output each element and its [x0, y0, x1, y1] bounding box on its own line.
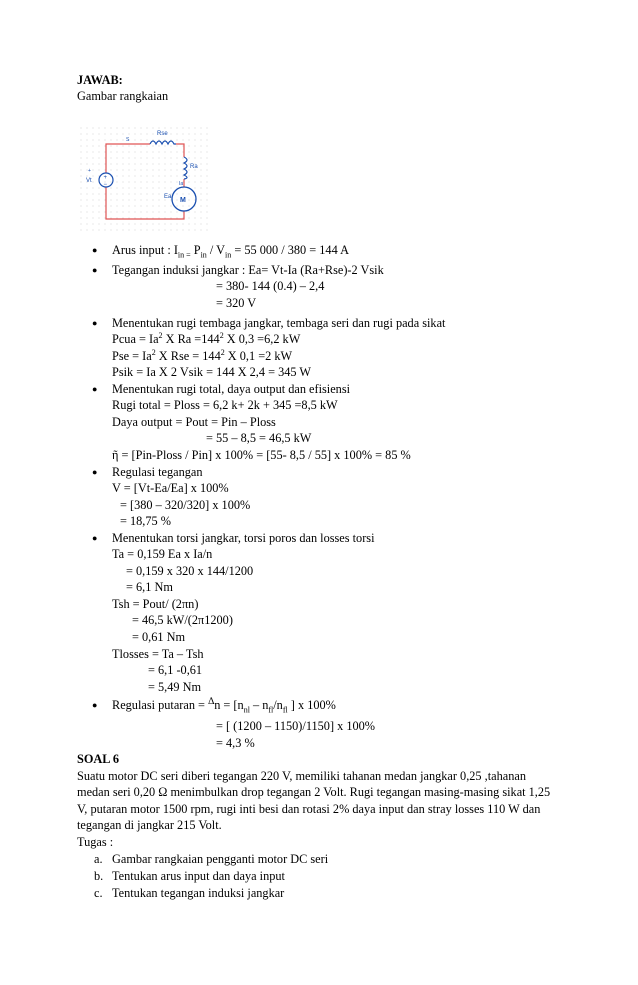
equation-line: = 4,3 % [216, 736, 255, 750]
equation-line: = 380- 144 (0.4) – 2,4 [216, 279, 325, 293]
problem-text: medan seri 0,20 Ω menimbulkan drop tegangan 2 Volt. Rugi tegangan masing-masing sikat 1,25 [77, 785, 551, 799]
equation-line: ῆ = [Pin-Ploss / Pin] x 100% = [55- 8,5 / 55] x 100% = 85 % [112, 448, 411, 462]
text: X Ra =144 [162, 332, 220, 346]
arus-input-line [112, 243, 349, 260]
equation-line: Tlosses = Ta – Tsh [112, 647, 204, 661]
bullet-icon: ● [92, 318, 98, 328]
equation-line: = 6,1 -0,61 [148, 663, 203, 677]
regulasi-putaran-line [112, 695, 336, 715]
equation-line: = 46,5 kW/(2π1200) [132, 613, 233, 627]
rugi-tembaga-heading: Menentukan rugi tembaga jangkar, tembaga seri dan rugi pada sikat [112, 316, 446, 330]
text: X Rse = 144 [155, 349, 221, 363]
tugas-label: Tugas : [77, 835, 114, 849]
text: Pse = Ia [112, 349, 152, 363]
equation-line: Daya output = Pout = Pin – Ploss [112, 415, 276, 429]
source-polarity-plus: + [88, 168, 91, 174]
equation-line [112, 349, 292, 363]
equation-line: = 0,159 x 320 x 144/1200 [126, 564, 254, 578]
problem-text: tegangan di jangkar 215 Volt. [77, 818, 222, 832]
tegangan-induksi-line: Tegangan induksi jangkar : Ea= Vt-Ia (Ra+Rse)-2 Vsik [112, 263, 384, 277]
task-marker: b. [94, 869, 104, 883]
bullet-icon: ● [92, 384, 98, 394]
text: ] x 100% [287, 698, 336, 712]
text: X 0,3 =6,2 kW [223, 332, 301, 346]
text: = 55 000 / 380 = 144 A [231, 243, 349, 257]
equation-line: = 6,1 Nm [126, 580, 173, 594]
subscript: in [200, 250, 207, 260]
source-minus-sign: − [103, 182, 108, 188]
soal-heading: SOAL 6 [77, 752, 120, 766]
text: – n [249, 698, 269, 712]
text: / V [206, 243, 226, 257]
delta-symbol: ∆ [208, 695, 215, 707]
task-item: Gambar rangkaian pengganti motor DC seri [112, 852, 329, 866]
problem-text: Suatu motor DC seri diberi tegangan 220 V, memiliki tahanan medan jangkar 0,25 ,tahanan [77, 769, 526, 783]
equation-line: = 0,61 Nm [132, 630, 186, 644]
equation-line: = 5,49 Nm [148, 680, 202, 694]
circuit-caption: Gambar rangkaian [77, 89, 169, 103]
ra-label: Ra [190, 164, 198, 170]
task-item: Tentukan tegangan induksi jangkar [112, 886, 285, 900]
task-marker: c. [94, 886, 103, 900]
superscript: 2 [219, 330, 224, 340]
text: Pcua = Ia [112, 332, 159, 346]
rugi-total-heading: Menentukan rugi total, daya output dan efisiensi [112, 382, 351, 396]
equation-line: Tsh = Pout/ (2πn) [112, 597, 199, 611]
torsi-heading: Menentukan torsi jangkar, torsi poros dan losses torsi [112, 531, 375, 545]
bullet-icon: ● [92, 467, 98, 477]
superscript: 2 [220, 347, 225, 357]
equation-line [112, 332, 300, 346]
text: /n [273, 698, 283, 712]
equation-line: Psik = Ia X 2 Vsik = 144 X 2,4 = 345 W [112, 365, 312, 379]
motor-label: M [180, 197, 186, 204]
equation-line: Rugi total = Ploss = 6,2 k+ 2k + 345 =8,5 kW [112, 398, 338, 412]
equation-line: V = [Vt-Ea/Ea] x 100% [112, 481, 229, 495]
subscript: fl [282, 705, 288, 715]
problem-text: V, putaran motor 1500 rpm, rugi inti besi dan rotasi 2% daya input dan stray losses 110 W dan [77, 802, 541, 816]
bullet-icon: ● [92, 265, 98, 275]
superscript: 2 [151, 347, 156, 357]
bullet-icon: ● [92, 533, 98, 543]
rse-label: Rse [157, 131, 168, 137]
task-marker: a. [94, 852, 103, 866]
text: Arus input : I [112, 243, 178, 257]
subscript: nl [243, 705, 250, 715]
ia-label: Ia [179, 181, 184, 187]
equation-line: = 55 – 8,5 = 46,5 kW [206, 431, 312, 445]
subscript: in [225, 250, 232, 260]
text: P [190, 243, 201, 257]
subscript: in = [177, 250, 191, 260]
equation-line: = [380 – 320/320] x 100% [120, 498, 251, 512]
bullet-icon: ● [92, 245, 98, 255]
text: n = [n [214, 698, 244, 712]
bullet-icon: ● [92, 700, 98, 710]
equation-line: = 320 V [216, 296, 257, 310]
equation-line: Ta = 0,159 Ea x Ia/n [112, 547, 213, 561]
series-motor-circuit-diagram [80, 127, 210, 234]
text: X 0,1 =2 kW [224, 349, 293, 363]
answer-heading: JAWAB: [77, 73, 123, 87]
regulasi-tegangan-heading: Regulasi tegangan [112, 465, 203, 479]
equation-line: = [ (1200 – 1150)/1150] x 100% [216, 719, 376, 733]
source-plus-sign: + [103, 175, 108, 181]
equation-line: = 18,75 % [120, 514, 171, 528]
ea-label: Ea [164, 194, 172, 200]
subscript: fl [268, 705, 274, 715]
superscript: 2 [158, 330, 163, 340]
wire-label: S [126, 137, 130, 143]
text: Regulasi putaran = [112, 698, 209, 712]
source-label: Vt [86, 178, 92, 184]
task-item: Tentukan arus input dan daya input [112, 869, 285, 883]
